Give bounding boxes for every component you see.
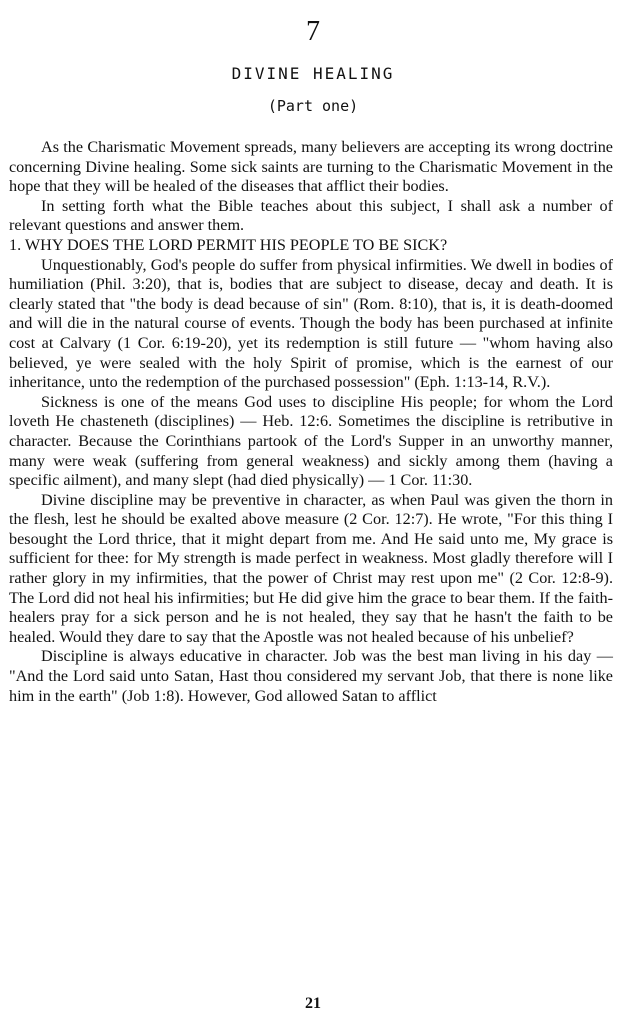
paragraph: Unquestionably, God's people do suffer from physical infirmities. We dwell in bodies of humiliation (Phil. 3:20), that is, bodies that are subject to disease, decay and death. It is clearly stated that "the body is dead because of sin" (Rom. 8:10), that is, it is death-doomed and will die in the natural course of events. Though the body has been purchased at infinite cost at Calvary (1 Cor. 6:19-20), yet its redemption is still future — "whom having also believed, ye were sealed with the holy Spirit of promise, which is the earnest of our inheritance, unto the redemption of the purchased possession" (Eph. 1:13-14, R.V.).: [9, 255, 613, 392]
paragraph: In setting forth what the Bible teaches about this subject, I shall ask a number of relevant questions and answer them.: [9, 196, 613, 235]
body-text: [9, 138, 613, 706]
section-heading: 1. WHY DOES THE LORD PERMIT HIS PEOPLE TO BE SICK?: [9, 235, 448, 254]
chapter-title: DIVINE HEALING: [231, 64, 395, 83]
paragraph: As the Charismatic Movement spreads, many believers are accepting its wrong doctrine concerning Divine healing. Some sick saints are turning to the Charismatic Movement in the hope that they will be healed of the diseases that afflict their bodies.: [9, 138, 613, 196]
chapter-number: 7: [306, 16, 320, 47]
paragraph: Discipline is always educative in character. Job was the best man living in his day — "And the Lord said unto Satan, Hast thou considered my servant Job, that there is none like him in the earth" (Job 1:8). However, God allowed Satan to afflict: [9, 647, 613, 705]
paragraph: Divine discipline may be preventive in character, as when Paul was given the thorn in the flesh, lest he should be exalted above measure (2 Cor. 12:7). He wrote, "For this thing I besought the Lord thrice, that it might depart from me. And He said unto me, My grace is sufficient for thee: for My strength is made perfect in weakness. Most gladly therefore will I rather glory in my infirmities, that the power of Christ may rest upon me" (2 Cor. 12:8-9). The Lord did not heal his infirmities; but He did give him the grace to bear them. If the faith-healers pray for a sick person and he is not healed, they say that he hasn't the faith to be healed. Would they dare to say that the Apostle was not healed because of his unbelief?: [9, 490, 613, 646]
page-number: 21: [305, 995, 321, 1012]
chapter-subtitle: (Part one): [267, 97, 359, 115]
paragraph: Sickness is one of the means God uses to discipline His people; for whom the Lord loveth He chasteneth (disciplines) — Heb. 12:6. Sometimes the discipline is retributive in character. Because the Corinthians partook of the Lord's Supper in an unworthy manner, many were weak (suffering from general weakness) and sickly among them (having a specific ailment), and many slept (had died physically) — 1 Cor. 11:30.: [9, 392, 613, 490]
